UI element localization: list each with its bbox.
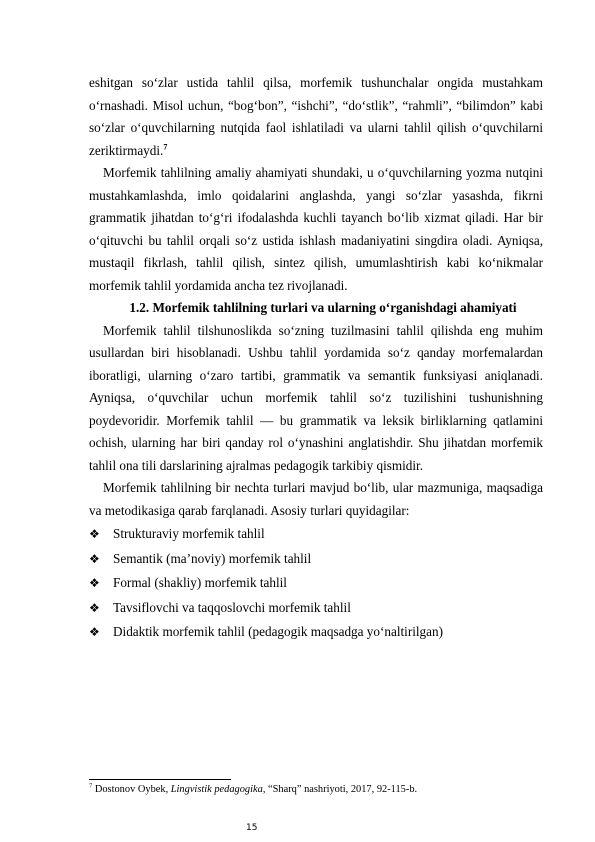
footnote [89, 783, 417, 797]
list-item-label: Tavsiflovchi va taqqoslovchi morfemik tahlil [113, 599, 351, 615]
page-body [89, 72, 543, 645]
diamond-bullet-icon: ❖ [89, 576, 100, 591]
footnote-reference[interactable]: 7 [163, 142, 168, 152]
diamond-bullet-icon: ❖ [89, 527, 100, 541]
diamond-bullet-icon: ❖ [89, 625, 100, 640]
list-item-label: Formal (shakliy) morfemik tahlil [113, 575, 287, 591]
paragraph-4: Morfemik tahlilning bir nechta turlari mavjud bo‘lib, ular mazmuniga, maqsadiga va metodikasiga qarab farqlanadi. Asosiy turlari quyidagilar: [89, 480, 543, 518]
paragraph-1 [89, 72, 543, 162]
list-item [89, 596, 543, 621]
paragraph-2: Morfemik tahlilning amaliy ahamiyati shundaki, u o‘quvchilarning yozma nutqini mustahkamlashda, imlo qoidalarini anglashda, yangi so‘zlar yasashda, fikrni grammatik jihatdan to‘g‘ri ifodalashda kuchli tayanch bo‘lib xizmat qiladi. Har bir o‘qituvchi bu tahlil orqali so‘z ustida ishlash madaniyatini singdira oladi. Ayniqsa, mustaqil fikrlash, tahlil qilish, sintez qilish, umumlashtirish kabi ko‘nikmalar morfemik tahlil yordamida ancha tez rivojlanadi. [89, 165, 543, 293]
list-item [89, 522, 543, 547]
paragraph-1-text: eshitgan so‘zlar ustida tahlil qilsa, morfemik tushunchalar ongida mustahkam o‘rnashadi. Misol uchun, “bog‘bon”, “ishchi”, “do‘stlik”, “rahmli”, “bilimdon” kabi so‘zlar o‘quvchilarning nutqida faol ishlatiladi va ularni tahlil qilish o‘quvchilarni zeriktirmaydi. [89, 75, 543, 158]
list-item-label: Strukturaviy morfemik tahlil [113, 526, 265, 541]
list-item [89, 620, 543, 645]
list-item-label: Didaktik morfemik tahlil (pedagogik maqsadga yo‘naltirilgan) [113, 624, 443, 640]
types-list [89, 522, 543, 645]
paragraph-3: Morfemik tahlil tilshunoslikda so‘zning tuzilmasini tahlil qilishda eng muhim usullardan biri hisoblanadi. Ushbu tahlil yordamida so‘z qanday morfemalardan iboratligi, ularning o‘zaro tartibi, grammatik va semantik funksiyasi aniqlanadi. Ayniqsa, o‘quvchilar uchun morfemik tahlil so‘z tuzilishini tushunishning poydevoridir. Morfemik tahlil — bu grammatik va leksik birliklarning qatlamini ochish, ularning har biri qanday rol o‘ynashini anglatishdir. Shu jihatdan morfemik tahlil ona tili darslarining ajralmas pedagogik tarkibiy qismidir. [89, 322, 543, 473]
footnote-divider [89, 779, 231, 780]
list-item [89, 547, 543, 572]
footnote-number: 7 [89, 782, 93, 790]
page-number: 15 [246, 823, 258, 833]
list-item-label: Semantik (ma’noviy) morfemik tahlil [113, 550, 312, 566]
list-item [89, 571, 543, 596]
diamond-bullet-icon: ❖ [89, 551, 100, 566]
footnote-author: Dostonov Oybek, [94, 784, 171, 795]
diamond-bullet-icon: ❖ [89, 600, 100, 615]
footnote-title: Lingvistik pedagogika [170, 784, 263, 795]
section-heading: 1.2. Morfemik tahlilning turlari va ularning o‘rganishdagi ahamiyati [129, 300, 517, 315]
footnote-rest: , “Sharq” nashriyoti, 2017, 92-115-b. [262, 784, 418, 795]
